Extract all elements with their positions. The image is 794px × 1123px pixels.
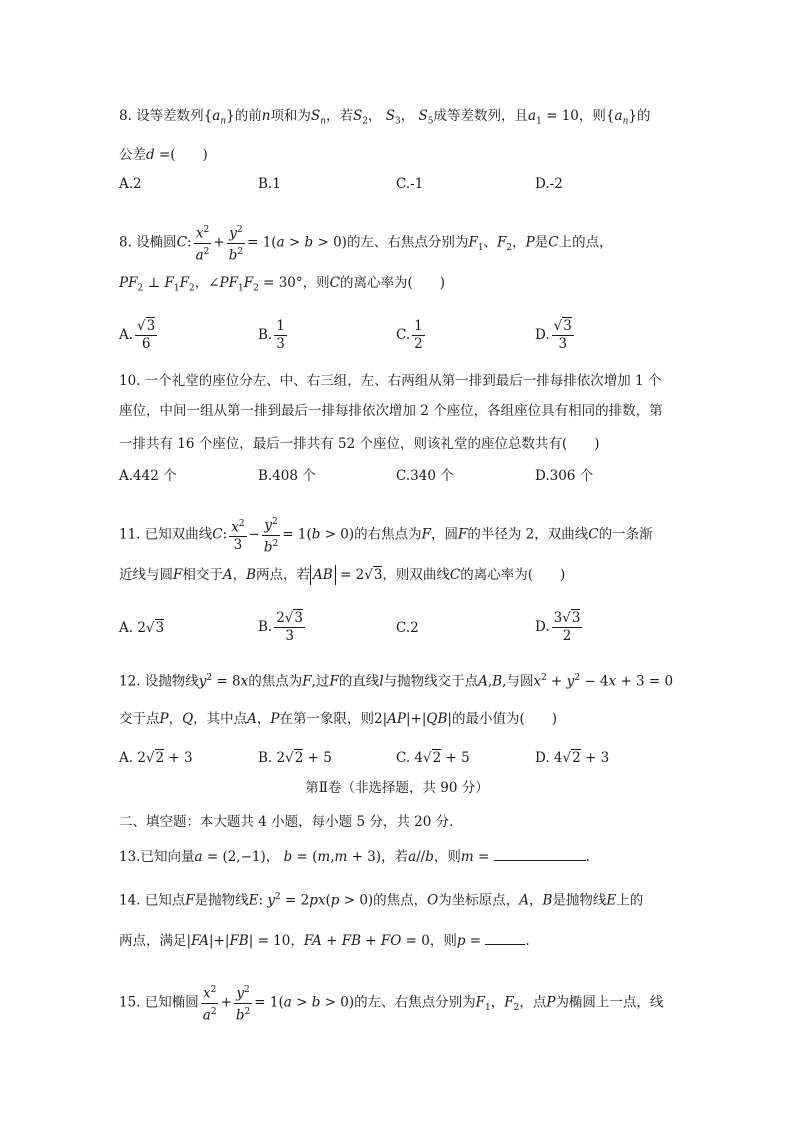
option-d: D. $\frac{√3}{3}$ [535, 318, 572, 352]
question-number: 8. [119, 234, 132, 251]
question-12-line-2: 交于点P，Q，其中点A，P在第一象限，则2|AP|+|QB|的最小值为( ) [119, 711, 558, 727]
option-b: B.408 个 [258, 468, 316, 484]
section-intro: 二、填空题：本大题共 4 小题，每小题 5 分，共 20 分． [119, 814, 463, 830]
option-c: C.340 个 [396, 468, 454, 484]
question-13: 13.已知向量a = (2,−1)， b = (m,m + 3)，若a//b，则m = . [119, 846, 590, 867]
option-a: A.442 个 [119, 468, 177, 484]
fraction: $\frac{y^2}{b^2}$ [227, 222, 245, 264]
option-d: D.306 个 [535, 468, 594, 484]
question-8b-line-1: 8. 设椭圆C: $\frac{x^2}{a^2}$ + $\frac{y^2}{b^2}$ = 1(a > b > 0)的左、右焦点分别为$F_1$、$F_2$，P是C上的点， [119, 222, 613, 264]
option-a: A. $\frac{√3}{6}$ [119, 318, 156, 352]
section-title: 第Ⅱ卷（非选择题，共 90 分） [305, 780, 489, 796]
option-d: D. 4√2 + 3 [535, 750, 610, 766]
question-number: 13. [119, 849, 141, 865]
question-12-line-1: 12. 设抛物线$y^2 = 8x$的焦点为F,过F的直线l与抛物线交于点A,B,与圆$x^2 + y^2 - 4x + 3 = 0$ [119, 673, 674, 690]
option-b: B. $\frac{1}{3}$ [258, 318, 285, 352]
question-14-line-1: 14. 已知点F是抛物线E: $y^2 = 2px(p > 0)$的焦点，O为坐标原点，A，B是抛物线E上的 [119, 892, 644, 909]
option-c: C.2 [396, 620, 419, 636]
question-10-line-2: 座位，中间一组从第一排到最后一排每排依次增加 2 个座位，各组座位具有相同的排数，第 [119, 403, 663, 419]
question-8b-line-2: $PF_2$ ⊥ $F_1F_2$，$\angle PF_1F_2 = 30^\circ$，则C的离心率为( ) [119, 275, 446, 294]
question-11-line-1: 11. 已知双曲线C: $\frac{x^2}{3}$ − $\frac{y^2}{b^2}$ = 1(b > 0)的右焦点为F，圆F的半径为 2，双曲线C的一条渐 [119, 514, 653, 556]
question-8a-line-1: 8. 设等差数列$\{a_n\}$的前n项和为$S_n$，若$S_2$， $S_3$， $S_5$成等差数列，且$a_1 = 10$，则$\{a_n\}$的 [119, 108, 651, 127]
question-number: 11. [119, 526, 141, 543]
option-a: A. 2√2 + 3 [119, 750, 193, 766]
answer-blank[interactable] [485, 930, 525, 945]
option-a: A. 2√3 [119, 620, 165, 636]
question-number: 8. [119, 108, 132, 124]
answer-blank[interactable] [494, 846, 586, 861]
option-a: A.2 [119, 176, 142, 192]
question-number: 12. [119, 673, 141, 690]
option-c: C. $\frac{1}{2}$ [396, 318, 423, 352]
question-number: 14. [119, 892, 141, 909]
option-c: C. 4√2 + 5 [396, 750, 470, 766]
question-15-line-1: 15. 已知椭圆 $\frac{x^2}{a^2}$ + $\frac{y^2}{b^2}$ = 1(a > b > 0)的左、右焦点分别为$F_1$，$F_2$，点P为椭圆上一点，线 [119, 982, 663, 1024]
question-11-line-2: 近线与圆F相交于A，B两点，若 AB = 2√3，则双曲线C的离心率为( ) [119, 567, 566, 583]
option-c: C.-1 [396, 176, 424, 192]
option-b: B. 2√2 + 5 [258, 750, 332, 766]
question-number: 15. [119, 994, 141, 1011]
option-b: B.1 [258, 176, 281, 192]
option-d: D. $\frac{3√3}{2}$ [535, 610, 581, 644]
option-d: D.-2 [535, 176, 563, 192]
question-10-line-1: 10. 一个礼堂的座位分左、中、右三组，左、右两组从第一排到最后一排每排依次增加 1 个 [119, 373, 662, 389]
fraction: $\frac{x^2}{a^2}$ [194, 222, 212, 264]
question-10-line-3: 一排共有 16 个座位，最后一排共有 52 个座位，则该礼堂的座位总数共有( ) [119, 436, 600, 452]
question-14-line-2: 两点，满足|FA|+|FB| = 10，FA + FB + FO = 0，则p = . [119, 930, 530, 951]
option-b: B. $\frac{2√3}{3}$ [258, 610, 304, 644]
question-8a-line-2: 公差d =( ) [119, 147, 208, 163]
